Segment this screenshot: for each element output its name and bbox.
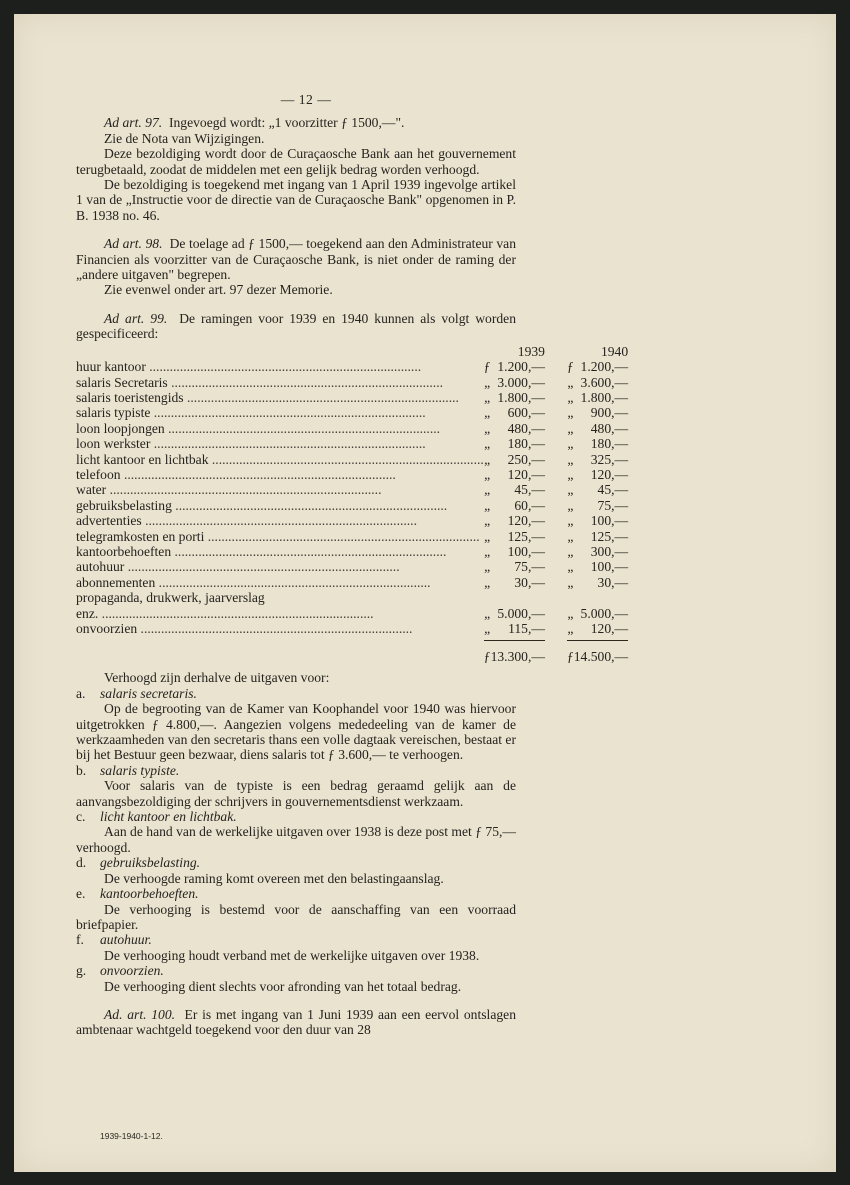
value-1939: 115,— (508, 621, 545, 636)
increase-intro: Verhoogd zijn derhalve de uitgaven voor: (104, 670, 330, 686)
currency-1940: „ (567, 559, 574, 575)
art97-p1-text: Ingevoegd wordt: „1 voorzitter ƒ 1500,—". (168, 115, 405, 131)
cost-row (76, 452, 628, 467)
value-1940: 75,— (597, 497, 629, 513)
cost-label: salaris typiste ................................................................................ (76, 405, 426, 421)
cost-table-header (76, 344, 628, 359)
cost-row (76, 513, 628, 528)
cost-label: loon werkster ................................................................................ (76, 436, 426, 452)
currency-1939: „ (484, 466, 491, 482)
value-1940: 30,— (597, 574, 629, 590)
currency-1939: „ (484, 605, 491, 621)
increase-letter: c. (76, 809, 86, 825)
cost-label-text: huur kantoor (76, 359, 146, 375)
total-currency-1939: ƒ (483, 649, 491, 664)
art97-p3: Deze bezoldiging wordt door de Curaçaosche Bank aan het gouvernement terugbetaald, zoodat de middelen met een gelijk bedrag worden verhoogd. (76, 146, 516, 177)
total-1939: 13.300,— (490, 649, 545, 664)
cost-label-text: onvoorzien (76, 621, 138, 636)
art98-label: Ad art. 98. (104, 236, 163, 252)
total-currency-1940: ƒ (566, 649, 574, 664)
increase-title: kantoorbehoeften. (100, 886, 199, 902)
currency-1940: „ (567, 405, 574, 421)
cost-label: autohuur ................................................................................ (76, 559, 400, 575)
currency-1939: „ (484, 405, 491, 421)
increase-letter: a. (76, 685, 86, 701)
page-number: — 12 — (280, 92, 332, 107)
cost-row (76, 559, 628, 574)
cost-row (76, 390, 628, 405)
cost-label: enz. ................................................................................ (76, 605, 374, 621)
art97-p4: De bezoldiging is toegekend met ingang van 1 April 1939 ingevolge artikel 1 van de „Instructie voor de directie van de Curaçaosche Bank" opgenomen in P. B. 1938 no. 46. (76, 177, 516, 223)
currency-1940: „ (567, 420, 574, 436)
cost-row (76, 421, 628, 436)
cost-label-text: loon werkster (76, 436, 151, 452)
increase-title: autohuur. (100, 932, 152, 948)
footer-code: 1939-1940-1-12. (100, 1131, 163, 1141)
col-1940-header: 1940 (600, 343, 629, 359)
cost-label-text: telegramkosten en porti (76, 528, 205, 544)
increase-text: Voor salaris van de typiste is een bedrag geraamd gelijk aan de aanvangsbezoldiging der schrijvers in gouvernementsdienst werkzaam. (76, 778, 516, 809)
art99-p1 (76, 311, 516, 342)
currency-1940: „ (567, 374, 574, 390)
value-1939: 480,— (507, 420, 545, 436)
cost-row (76, 436, 628, 451)
cost-label-text: salaris Secretaris (76, 374, 168, 390)
value-1940: 5.000,— (580, 605, 629, 621)
cost-label: kantoorbehoeften ................................................................................ (76, 543, 447, 559)
cost-total-row (76, 636, 628, 664)
currency-1940: „ (567, 574, 574, 590)
total-currency-1939-cell (484, 636, 491, 664)
currency-1940: ƒ (566, 359, 574, 375)
value-1939: 45,— (514, 482, 545, 498)
cost-label-text: salaris typiste (76, 405, 151, 421)
value-1940: 120,— (590, 621, 629, 636)
art100-p1-text: Er is met ingang van 1 Juni 1939 aan een eervol ontslagen ambtenaar wachtgeld toegekend voor den duur van 28 (76, 1006, 516, 1038)
increase-text: De verhooging dient slechts voor afronding van het totaal bedrag. (104, 978, 462, 994)
cost-row (76, 467, 628, 482)
value-1940: 3.600,— (580, 374, 629, 390)
cost-label: telegramkosten en porti ................................................................................ (76, 528, 480, 544)
value-1939: 1.200,— (497, 359, 545, 375)
value-1940: 1.200,— (580, 359, 629, 375)
currency-1940: „ (567, 436, 574, 452)
value-1940: 100,— (590, 513, 629, 529)
cost-label-text: abonnementen (76, 574, 156, 590)
currency-1940: „ (567, 482, 574, 498)
art100-label: Ad. art. 100. (104, 1006, 176, 1022)
increase-letter: f. (76, 932, 84, 948)
currency-1939: „ (484, 389, 491, 405)
value-1939: 3.000,— (497, 374, 545, 390)
sum-rule (574, 640, 628, 641)
increase-text: De verhooging houdt verband met de werkelijke uitgaven over 1938. (104, 947, 480, 963)
sum-rule (491, 640, 545, 641)
cost-label: licht kantoor en lichtbak ................................................................................ (76, 451, 484, 467)
value-1940: 180,— (590, 436, 629, 452)
cost-label-text: autohuur (76, 559, 125, 575)
art98-p1-text: De toelage ad ƒ 1500,— toegekend aan den Administrateur van Financien als voorzitter van de Curaçaosche Bank, is niet onder de raming der „andere uitgaven" begrepen. (76, 236, 516, 283)
cost-row (76, 529, 628, 544)
value-1940: 45,— (597, 482, 629, 498)
cost-label-text: telefoon (76, 466, 121, 482)
total-1940: 14.500,— (573, 649, 629, 664)
currency-1939: „ (484, 513, 491, 529)
cost-label-text: licht kantoor en lichtbak (76, 451, 209, 467)
value-1939: 5.000,— (497, 605, 545, 621)
currency-1939: „ (484, 420, 491, 436)
value-1939: 30,— (514, 574, 545, 590)
cost-label: loon loopjongen ................................................................................ (76, 420, 441, 436)
value-1939: 120,— (507, 466, 545, 482)
cost-row (76, 575, 628, 590)
cost-row (76, 590, 628, 605)
value-1940: 120,— (590, 466, 629, 482)
cost-label: salaris Secretaris ................................................................................ (76, 374, 443, 390)
currency-1940: „ (567, 605, 574, 621)
document-page (14, 14, 836, 1172)
increase-letter: e. (76, 886, 86, 902)
currency-1939: „ (484, 559, 491, 575)
cost-label: huur kantoor ................................................................................ (76, 359, 422, 375)
increase-title: onvoorzien. (100, 963, 164, 979)
cost-label-text: loon loopjongen (76, 420, 165, 436)
value-1939: 250,— (507, 451, 545, 467)
increase-text: De verhoogde raming komt overeen met den belastingaanslag. (104, 870, 444, 886)
sum-rule (484, 640, 491, 641)
value-1940: 900,— (590, 405, 629, 421)
cost-row (76, 498, 628, 513)
art97-p1 (76, 115, 516, 130)
cost-row (76, 405, 628, 420)
value-1940: 480,— (590, 420, 629, 436)
value-1939: 180,— (507, 436, 545, 452)
art99-p1-text: De ramingen voor 1939 en 1940 kunnen als volgt worden gespecificeerd: (76, 310, 516, 342)
currency-1940: „ (567, 621, 574, 636)
value-1939: 120,— (507, 513, 545, 529)
increase-title: salaris secretaris. (100, 685, 197, 701)
cost-label-text: salaris toeristengids (76, 389, 184, 405)
currency-1939: „ (484, 528, 491, 544)
currency-1939: „ (484, 374, 491, 390)
increase-heading (76, 809, 516, 824)
currency-1939: „ (484, 482, 491, 498)
art99-label: Ad art. 99. (104, 310, 168, 326)
art97-p2: Zie de Nota van Wijzigingen. (104, 130, 265, 146)
value-1940: 300,— (590, 543, 629, 559)
value-1940: 1.800,— (580, 389, 629, 405)
currency-1940: „ (567, 389, 574, 405)
cost-label: advertenties ................................................................................ (76, 513, 417, 529)
cost-label-text: gebruiksbelasting (76, 497, 172, 513)
increase-heading (76, 963, 516, 978)
currency-1940: „ (567, 451, 574, 467)
value-1939: 600,— (507, 405, 545, 421)
cost-label-text: water (76, 482, 107, 498)
currency-1940: „ (567, 528, 574, 544)
currency-1939: „ (484, 574, 491, 590)
cost-label (76, 590, 484, 605)
increase-heading (76, 855, 516, 870)
currency-1940: „ (567, 543, 574, 559)
value-1939: 60,— (514, 497, 545, 513)
currency-1939: ƒ (483, 359, 491, 375)
value-1939: 125,— (507, 528, 545, 544)
cost-row (76, 621, 628, 636)
currency-1939: „ (484, 621, 491, 636)
increase-letter: d. (76, 855, 87, 871)
value-1940: 325,— (590, 451, 629, 467)
art97-label: Ad art. 97. (104, 115, 163, 131)
value-1939: 75,— (514, 559, 545, 575)
currency-1940: „ (567, 497, 574, 513)
increase-text: De verhooging is bestemd voor de aanschaffing van een voorraad briefpapier. (76, 901, 516, 932)
total-currency-1940-cell (567, 636, 574, 664)
increase-heading (76, 932, 516, 947)
cost-label-text: enz. (76, 605, 99, 621)
cost-label-text: kantoorbehoeften (76, 543, 172, 559)
increase-letter: g. (76, 963, 87, 979)
cost-label: gebruiksbelasting ................................................................................ (76, 497, 448, 513)
currency-1939: „ (484, 436, 491, 452)
cost-row (76, 482, 628, 497)
cost-label: telefoon ................................................................................ (76, 466, 396, 482)
cost-label: salaris toeristengids ................................................................................ (76, 389, 459, 405)
currency-1940: „ (567, 513, 574, 529)
cost-label: abonnementen ................................................................................ (76, 574, 431, 590)
cost-label: onvoorzien ................................................................................ (76, 621, 413, 636)
increase-heading (76, 686, 516, 701)
total-1940-cell (574, 636, 628, 664)
sum-rule (567, 640, 574, 641)
increase-letter: b. (76, 762, 87, 778)
col-1939-header: 1939 (517, 343, 545, 359)
total-1939-cell (491, 636, 567, 664)
currency-1939: „ (484, 543, 491, 559)
page-content (76, 92, 629, 1038)
currency-1940: „ (567, 466, 574, 482)
currency-1939: „ (484, 497, 491, 513)
increase-text: Aan de hand van de werkelijke uitgaven over 1938 is deze post met ƒ 75,— verhoogd. (76, 824, 516, 855)
increase-title: gebruiksbelasting. (100, 855, 201, 871)
cost-row (76, 606, 628, 621)
cost-table (76, 344, 628, 665)
value-1940: 125,— (590, 528, 629, 544)
cost-row (76, 359, 628, 374)
increase-text: Op de begrooting van de Kamer van Koophandel voor 1940 was hiervoor uitgetrokken ƒ 4.800,—. Aangezien volgens mededeeling van de kamer de werkzaamheden van den secretaris thans een volle dagtaak vereischen, bestaat er bij het Bestuur geen bezwaar, diens salaris tot ƒ 3.600,— te verhoogen. (76, 701, 516, 763)
value-1939: 1.800,— (497, 389, 545, 405)
cost-row (76, 375, 628, 390)
currency-1939: „ (484, 451, 491, 467)
increase-heading (76, 763, 516, 778)
value-1940: 100,— (590, 559, 629, 575)
increase-title: licht kantoor en lichtbak. (100, 809, 237, 825)
value-1939: 100,— (507, 543, 545, 559)
increase-list (76, 686, 516, 994)
cost-label-text: advertenties (76, 513, 142, 529)
art98-p1 (76, 236, 516, 282)
increase-heading (76, 886, 516, 901)
cost-label-text: propaganda, drukwerk, jaarverslag (76, 590, 265, 606)
art100-p1 (76, 1007, 516, 1038)
cost-row (76, 544, 628, 559)
art98-p2: Zie evenwel onder art. 97 dezer Memorie. (104, 282, 333, 298)
increase-title: salaris typiste. (100, 762, 180, 778)
cost-label: water ................................................................................ (76, 482, 382, 498)
